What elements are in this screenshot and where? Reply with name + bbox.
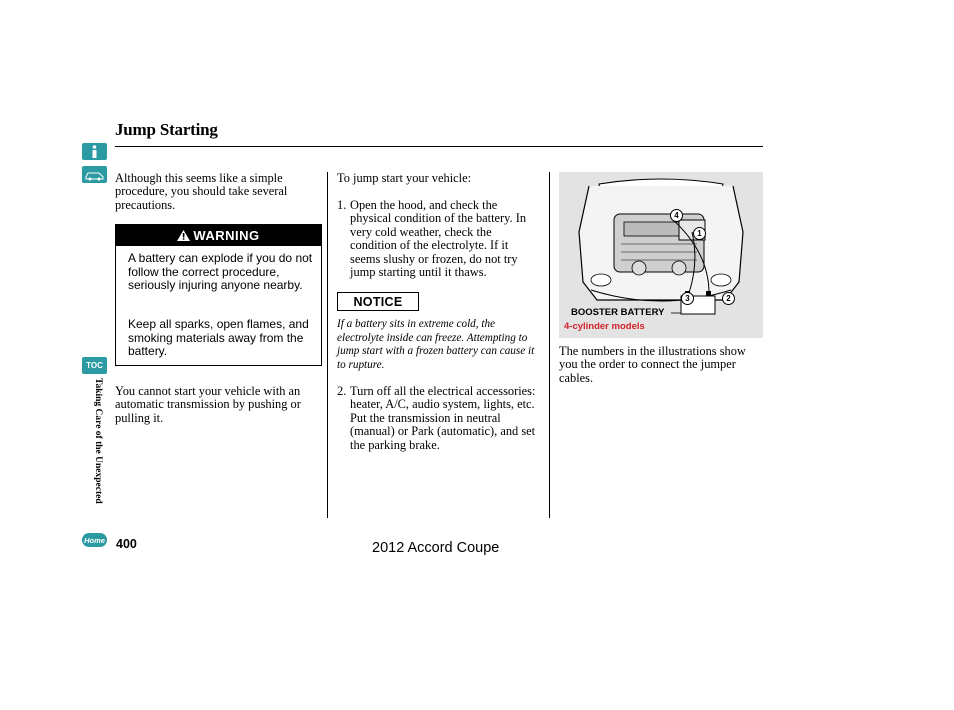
info-button[interactable] (82, 143, 107, 160)
notice-text: If a battery sits in extreme cold, the electrolyte inside can freeze. Attempting to jump start with a frozen battery can cause it to rupture. (337, 318, 535, 371)
section-label: Taking Care of the Unexpected (93, 378, 103, 504)
header-rule (115, 146, 763, 147)
warning-label: WARNING (193, 228, 260, 243)
engine-illustration (559, 172, 763, 338)
marker-3: 3 (681, 292, 694, 305)
warning-text-2: Keep all sparks, open flames, and smoking materials away from the battery. (128, 317, 309, 358)
notice-box: NOTICE (337, 292, 419, 311)
step-2-number: 2. (337, 384, 347, 398)
model-title: 2012 Accord Coupe (372, 540, 500, 556)
pushing-note: You cannot start your vehicle with an automatic transmission by pushing or pulling it. (115, 384, 301, 425)
home-button[interactable]: Home (82, 533, 107, 547)
car-button[interactable] (82, 166, 107, 183)
page-title: Jump Starting (115, 120, 218, 139)
marker-4: 4 (670, 209, 683, 222)
intro-paragraph: Although this seems like a simple procedure, you should take several precautions. (115, 171, 288, 212)
illustration-caption: The numbers in the illustrations show you the order to connect the jumper cables. (559, 344, 746, 385)
warning-text-1: A battery can explode if you do not follow the correct procedure, seriously injuring anyone nearby. (128, 251, 313, 292)
step-2-text: Turn off all the electrical accessories: heater, A/C, audio system, lights, etc. Put the transmission in neutral (manual) or Park (automatic), and set the parking brake. (350, 384, 536, 452)
page-number: 400 (116, 537, 137, 551)
steps-intro: To jump start your vehicle: (337, 171, 472, 185)
warning-header (116, 225, 321, 246)
car-icon (82, 166, 107, 183)
info-icon (82, 143, 107, 160)
model-note: 4-cylinder models (564, 321, 645, 332)
column-divider (327, 172, 328, 518)
warning-icon (177, 230, 190, 241)
marker-1: 1 (693, 227, 706, 240)
booster-battery-label: BOOSTER BATTERY (571, 307, 665, 318)
step-1-number: 1. (337, 198, 347, 212)
section-label-container (89, 378, 103, 528)
marker-2: 2 (722, 292, 735, 305)
column-divider (549, 172, 550, 518)
step-1-text: Open the hood, and check the physical condition of the battery. In very cold weather, check the condition of the electrolyte. If it seems slushy or frozen, do not try jump starting until it thaws. (350, 198, 527, 280)
warning-box (115, 224, 322, 366)
toc-button[interactable]: TOC (82, 357, 107, 374)
